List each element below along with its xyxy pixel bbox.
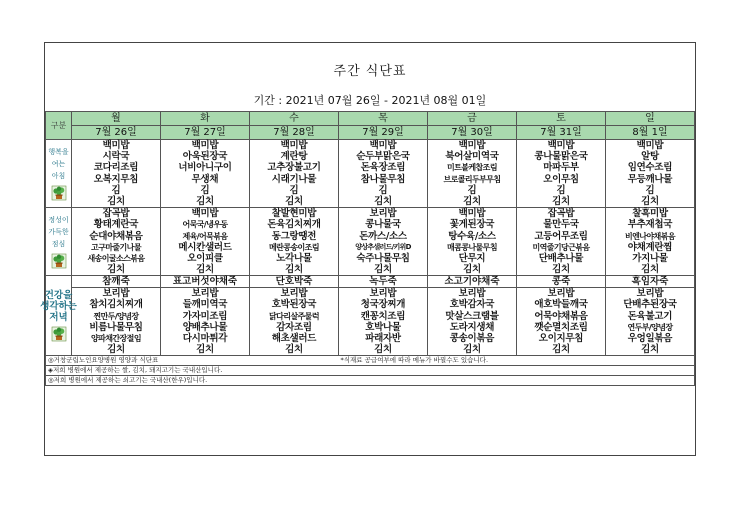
- menu-item: 찰발현미밥: [271, 208, 317, 220]
- menu-item: 오이지무침: [538, 333, 584, 344]
- meal-label-text: 행복을: [48, 148, 69, 157]
- menu-item: 김치: [196, 264, 214, 276]
- menu-item: 무생채: [191, 173, 219, 185]
- meal-label-text: 정성이: [48, 216, 69, 225]
- day-date: 7월 26일: [72, 126, 161, 140]
- menu-item: 백미밥: [369, 140, 397, 151]
- menu-item: 오이피클: [187, 252, 223, 264]
- porridge-item: 표고버섯야채죽: [161, 276, 250, 288]
- menu-item: 김치: [196, 344, 214, 356]
- meal-label: [46, 140, 72, 208]
- day-menu: [161, 208, 250, 276]
- meal-label-text: 저녁: [49, 311, 68, 323]
- menu-item: 김치: [107, 264, 125, 276]
- menu-item: 감자조림: [276, 321, 312, 333]
- menu-item: 미역줄기당근볶음: [532, 242, 590, 252]
- day-header-row: [46, 112, 695, 126]
- menu-item: 코다리조림: [93, 162, 139, 174]
- note-row: [46, 366, 695, 376]
- day-menu: [339, 140, 428, 208]
- day-date: 7월 29일: [339, 126, 428, 140]
- menu-item: 고추장불고기: [267, 162, 321, 174]
- menu-item: 백미밥: [458, 208, 486, 220]
- menu-item: 김치: [552, 344, 570, 356]
- meal-label-text: 가득한: [48, 228, 69, 237]
- potted-plant-icon: [51, 185, 67, 201]
- menu-item: 도라지생채: [449, 321, 495, 333]
- menu-item: 비엔나야채볶음: [625, 231, 675, 241]
- menu-table: [40, 111, 695, 386]
- menu-item: 닭다리살주물럭: [269, 311, 319, 321]
- day-name: 금: [428, 112, 517, 126]
- date-header-row: [46, 126, 695, 140]
- porridge-item: 단호박죽: [250, 276, 339, 288]
- menu-item: 너비아니구이: [178, 162, 232, 174]
- menu-item: 양상추샐러드/키위D: [355, 242, 411, 251]
- meal-label-text: 생각하는: [40, 300, 77, 312]
- menu-item: 알탕: [641, 151, 659, 163]
- meal-label-box: [46, 146, 71, 201]
- porridge-item: 콩죽: [517, 276, 606, 288]
- day-name: 일: [606, 112, 695, 126]
- menu-item: 야채계란찜: [627, 241, 673, 253]
- menu-item: 마파두부: [543, 162, 579, 174]
- menu-item: 순대야채볶음: [89, 230, 143, 242]
- menu-item: 물만두국: [543, 219, 579, 231]
- menu-item: 돈육장조림: [360, 162, 406, 174]
- meal-label-text: 점심: [51, 240, 66, 249]
- menu-item: 가지나물: [632, 252, 668, 264]
- menu-item: 임연수조림: [627, 162, 673, 174]
- day-menu: [339, 288, 428, 356]
- porridge-item: 흑임자죽: [606, 276, 695, 288]
- menu-item: 콩나물맑은국: [534, 151, 588, 163]
- menu-item: 단배추된장국: [623, 299, 677, 311]
- menu-item: 꽃게된장국: [449, 219, 495, 231]
- menu-item: 탕수육/소스: [448, 230, 496, 242]
- meal-label: [46, 208, 72, 276]
- menu-item: 찰흑미밥: [632, 208, 668, 220]
- meal-label-text: 여는: [51, 160, 66, 169]
- date-range: 기간 : 2021년 07월 26일 - 2021년 08월 01일: [253, 94, 487, 107]
- menu-item: 호박나물: [365, 321, 401, 333]
- day-menu: [250, 288, 339, 356]
- menu-item: 김치: [285, 264, 303, 276]
- menu-item: 백미밥: [102, 140, 130, 151]
- menu-item: 김치: [285, 195, 303, 207]
- menu-item: 제육/어묵볶음: [182, 231, 228, 241]
- potted-plant-icon: [51, 326, 67, 342]
- menu-item: 북어살미역국: [445, 151, 499, 163]
- menu-item: 고등어무조림: [534, 230, 588, 242]
- meal-label: [40, 276, 77, 356]
- day-menu: [428, 140, 517, 208]
- meal-label-box: [40, 289, 77, 342]
- day-menu: [606, 140, 695, 208]
- day-menu: [428, 208, 517, 276]
- menu-item: 보리밥: [458, 288, 486, 300]
- menu-item: 김치: [552, 264, 570, 276]
- menu-item: 참치김치찌개: [89, 299, 143, 311]
- menu-item: 백미밥: [191, 140, 219, 151]
- day-menu: [517, 288, 606, 356]
- note-origin-beef: ◎저희 병원에서 제공하는 쇠고기는 국내산(한우)입니다.: [46, 376, 695, 386]
- day-date: 8월 1일: [606, 126, 695, 140]
- menu-item: 김치: [641, 264, 659, 276]
- menu-item: 김치: [374, 195, 392, 207]
- note-substitution: *식재료 공급여부에 따라 메뉴가 바뀔수도 있습니다.: [339, 356, 695, 366]
- meal-label-text: 건강을: [44, 289, 73, 301]
- menu-item: 보리밥: [369, 288, 397, 300]
- menu-item: 들깨미역국: [182, 299, 228, 311]
- meal-label-text: 아침: [51, 172, 66, 181]
- menu-item: 다시마튀각: [182, 333, 228, 344]
- menu-item: 비름나물무침: [89, 321, 143, 333]
- day-menu: [161, 140, 250, 208]
- menu-item: 백미밥: [636, 140, 664, 151]
- menu-item: 브로콜리두부무침: [443, 174, 501, 184]
- menu-item: 아욱된장국: [182, 151, 228, 163]
- menu-item: 찐만두/양념장: [93, 311, 139, 321]
- porridge-row: [46, 276, 695, 288]
- menu-item: 단무지: [458, 252, 486, 264]
- day-menu: [250, 208, 339, 276]
- day-date: 7월 31일: [517, 126, 606, 140]
- menu-item: 보리밥: [191, 288, 219, 300]
- menu-item: 김치: [285, 344, 303, 356]
- menu-item: 시래기나물: [271, 173, 317, 185]
- menu-item: 양배추나물: [182, 321, 228, 333]
- day-menu: [606, 288, 695, 356]
- menu-item: 김치: [196, 195, 214, 207]
- menu-item: 백미밥: [547, 140, 575, 151]
- menu-item: 김: [645, 184, 655, 196]
- menu-item: 무등깨나물: [627, 173, 673, 185]
- day-name: 화: [161, 112, 250, 126]
- menu-item: 파래자반: [365, 333, 401, 344]
- note-hospital: ◎거창군립노인요양병원 영양과 식단표: [46, 356, 339, 366]
- menu-item: 돈까스/소스: [359, 230, 407, 242]
- menu-item: 김: [378, 184, 388, 196]
- menu-item: 애호박들깨국: [534, 299, 588, 311]
- menu-item: 오복지무침: [93, 173, 139, 185]
- menu-item: 김: [200, 184, 210, 196]
- day-name: 월: [72, 112, 161, 126]
- page-title: 주간 식단표: [333, 64, 407, 79]
- menu-item: 새송이굴소스볶음: [87, 253, 145, 263]
- menu-item: 보리밥: [547, 288, 575, 300]
- day-menu: [517, 140, 606, 208]
- menu-item: 김치: [463, 195, 481, 207]
- menu-item: 김치: [374, 344, 392, 356]
- menu-item: 콩송이볶음: [449, 333, 495, 344]
- category-header: 구분: [46, 112, 72, 140]
- menu-item: 어묵야채볶음: [534, 310, 588, 322]
- menu-item: 김치: [641, 195, 659, 207]
- menu-item: 메란콩송이조림: [269, 242, 319, 252]
- menu-item: 순두부맑은국: [356, 151, 410, 163]
- porridge-item: 소고기야채죽: [428, 276, 517, 288]
- day-name: 목: [339, 112, 428, 126]
- menu-item: 돈육불고기: [627, 310, 673, 322]
- menu-item: 시락국: [102, 151, 130, 163]
- day-menu: [72, 208, 161, 276]
- menu-item: 김치: [463, 344, 481, 356]
- menu-item: 백미밥: [191, 208, 219, 220]
- day-menu: [72, 140, 161, 208]
- menu-item: 김치: [374, 264, 392, 276]
- menu-item: 잡곡밥: [102, 208, 130, 220]
- menu-item: 단배추나물: [538, 252, 584, 264]
- meal-label-box: [46, 214, 71, 269]
- menu-item: 보리밥: [369, 208, 397, 220]
- menu-item: 콩나물국: [365, 219, 401, 231]
- menu-item: 가자미조림: [182, 310, 228, 322]
- menu-item: 보리밥: [636, 288, 664, 300]
- day-date: 7월 28일: [250, 126, 339, 140]
- menu-item: 어묵국/냉우동: [182, 220, 228, 230]
- note-row: [46, 376, 695, 386]
- menu-item: 보리밥: [102, 288, 130, 300]
- menu-item: 맛살스크램블: [445, 310, 499, 322]
- porridge-item: 녹두죽: [339, 276, 428, 288]
- note-row: [46, 356, 695, 366]
- menu-item: 메시칸샐러드: [178, 241, 232, 253]
- menu-item: 깻순멸치조림: [534, 321, 588, 333]
- menu-item: 백미밥: [458, 140, 486, 151]
- menu-item: 김치: [463, 264, 481, 276]
- menu-item: 매콤콩나물무침: [447, 242, 497, 252]
- day-menu: [339, 208, 428, 276]
- menu-item: 해초샐러드: [271, 333, 317, 344]
- menu-item: 보리밥: [280, 288, 308, 300]
- menu-item: 참나물무침: [360, 173, 406, 185]
- menu-item: 노각나물: [276, 252, 312, 264]
- menu-item: 김: [556, 184, 566, 196]
- menu-item: 김: [111, 184, 121, 196]
- menu-item: 동그랑땡전: [271, 230, 317, 242]
- note-origin-rice: ◈저희 병원에서 제공하는 쌀, 김치, 돼지고기는 국내산입니다.: [46, 366, 695, 376]
- menu-item: 오이무침: [543, 173, 579, 185]
- day-menu: [161, 288, 250, 356]
- menu-item: 김치: [107, 344, 125, 356]
- meal-row: [46, 288, 695, 356]
- menu-item: 김치: [641, 344, 659, 356]
- porridge-item: 참깨죽: [72, 276, 161, 288]
- menu-item: 김치: [107, 195, 125, 207]
- menu-item: 부추재첩국: [627, 219, 673, 231]
- menu-item: 청국장찌개: [360, 299, 406, 311]
- day-name: 토: [517, 112, 606, 126]
- day-menu: [606, 208, 695, 276]
- day-menu: [428, 288, 517, 356]
- menu-item: 호박된장국: [271, 299, 317, 311]
- day-menu: [517, 208, 606, 276]
- menu-item: 김치: [552, 195, 570, 207]
- menu-item: 고구마줄기나물: [91, 242, 141, 252]
- menu-item: 계란탕: [280, 151, 308, 163]
- menu-item: 김: [467, 184, 477, 196]
- menu-item: 돈육김치찌개: [267, 219, 321, 231]
- menu-item: 백미밥: [280, 140, 308, 151]
- menu-item: 김: [289, 184, 299, 196]
- day-menu: [250, 140, 339, 208]
- menu-item: 우엉일볶음: [627, 333, 673, 344]
- day-date: 7월 27일: [161, 126, 250, 140]
- menu-item: 연두부/양념장: [627, 322, 673, 332]
- day-name: 수: [250, 112, 339, 126]
- menu-item: 잡곡밥: [547, 208, 575, 220]
- menu-item: 미트볼케찹조림: [447, 163, 497, 173]
- meal-row: [46, 140, 695, 208]
- menu-item: 호박감자국: [449, 299, 495, 311]
- menu-item: 숙주나물무침: [356, 252, 410, 264]
- menu-item: 캔꽁치조림: [360, 310, 406, 322]
- day-date: 7월 30일: [428, 126, 517, 140]
- meal-row: [46, 208, 695, 276]
- potted-plant-icon: [51, 253, 67, 269]
- menu-sheet: [40, 42, 696, 456]
- menu-item: 황태계란국: [93, 219, 139, 231]
- menu-item: 양파채간장절임: [91, 334, 141, 343]
- day-menu: [72, 288, 161, 356]
